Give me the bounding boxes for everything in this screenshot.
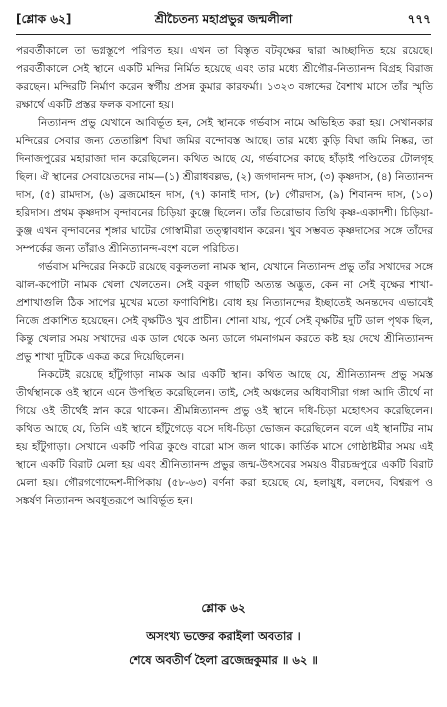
paragraph: নিকটেই রয়েছে হাঁটুগাড়া নামক আর একটি স্থান। কথিত আছে যে, শ্রীনিত্যানন্দ প্রভু সমস্ত তীর্থস্থানকে ওই স্থানে এনে উপস্থিত করেছিলেন। তাই, সেই অঞ্চলের অধিবাসীরা গঙ্গা আদি তীর্থে না গিয়ে ওই তীর্থেই স্নান করে থাকেন। শ্রীমন্নিত্যানন্দ প্রভু ওই স্থানে দধি-চিড়া মহোৎসব করেছিলেন। কথিত আছে যে, তিনি এই স্থানে হাঁটুগেড়ে বসে দধি-চিড়া ভোজন করেছিলেন বলে এই স্থানটির নাম হয় হাঁটুগাড়া। সেখানে একটি পবিত্র কুণ্ডে বারো মাস জল থাকে। কার্তিক মাসে গোষ্ঠাষ্টমীর সময় এই স্থানে একটি বিরাট মেলা হয় এবং শ্রীনিত্যানন্দ প্রভুর জন্ম-উৎসবের সময়ও বীরচন্দ্রপুরে একটি বিরাট মেলা হয়। গৌরগণোদ্দেশ-দীপিকায় (৫৮-৬৩) বর্ণনা করা হয়েছে যে, হলায়ুধ, বলদেব, বিশ্বরূপ ও সঙ্কর্ষণ নিত্যানন্দ অবধূতরূপে আবির্ভূত হন। [16, 369, 433, 507]
verse-line-2: শেষে অবতীর্ণ হৈলা ব্রজেন্দ্রকুমার ॥ ৬২ ॥ [129, 653, 318, 667]
verse-reference: [শ্লোক ৬২] [16, 12, 72, 26]
verse-heading: শ্লোক ৬২ [201, 601, 246, 615]
running-title: শ্রীচৈতন্য মহাপ্রভুর জন্মলীলা [154, 12, 293, 26]
verse-text [16, 624, 431, 672]
paragraph: নিত্যানন্দ প্রভু যেখানে আবির্ভূত হন, সেই স্থানকে গর্ভবাস নামে অভিহিত করা হয়। সেখানকার মন্দিরের সেবার জন্য তেতাল্লিশ বিঘা জমির বন্দোবস্ত আছে। তার মধ্যে কুড়ি বিঘা জমি নিষ্কর, তা দিনাজপুরের মহারাজা দান করেছিলেন। কথিত আছে যে, গর্ভবাসের কাছে হাঁড়াই পণ্ডিতের টোলগৃহ ছিল। ঐ স্থানের সেবায়েতদের নাম—(১) শ্রীরাধবল্লভ, (২) জগদানন্দ দাস, (৩) কৃষ্ণদাস, (৪) নিত্যানন্দ দাস, (৫) রামদাস, (৬) ব্রজমোহন দাস, (৭) কানাই দাস, (৮) গৌরদাস, (৯) শিবানন্দ দাস, (১০) হরিদাস। প্রথম কৃষ্ণদাস বৃন্দাবনের চিড়িয়া কুঞ্জে ছিলেন। তাঁর তিরোভাব তিথি কৃষ্ণ-একাদশী। চিড়িয়া-কুঞ্জ এখন বৃন্দাবনের শৃঙ্গার ঘাটের গোস্বামীরা তত্ত্বাবধান করেন। খুব সম্ভবত কৃষ্ণদাসের সঙ্গে তাঁদের সম্পর্কের জন্য তাঁরাও শ্রীনিত্যানন্দ-বংশ বলে পরিচিত। [16, 117, 433, 255]
paragraph: গর্ভবাস মন্দিরের নিকটে রয়েছে বকুলতলা নামক স্থান, যেখানে নিত্যানন্দ প্রভু তাঁর সখাদের সঙ্গে ঝাল-কপোটা নামক খেলা খেলতেন। সেই বকুল গাছটি অত্যন্ত অদ্ভুত, কেন না সেই বৃক্ষের শাখা-প্রশাখাগুলি ঠিক সাপের মুখের মতো ফণাবিশিষ্ট। বোধ হয় নিত্যানন্দের ইচ্ছাতেই অনন্তদেব এভাবেই নিজে প্রকাশিত হয়েছেন। সেই বৃক্ষটিও খুব প্রাচীন। শোনা যায়, পূর্বে সেই বৃক্ষটির দুটি ডাল পৃথক ছিল, কিন্তু খেলার সময় সখাদের এক ডাল থেকে অন্য ডালে গমনাগমন করতে কষ্ট হয় দেখে শ্রীনিত্যানন্দ প্রভু শাখা দুটিকে একত্র করে দিয়েছিলেন। [16, 261, 433, 363]
page-number: ৭৭৭ [407, 12, 431, 26]
page-header [16, 10, 431, 32]
header-divider [16, 34, 431, 35]
verse-line-1: অসংখ্য ভক্তের করাইলা অবতার । [146, 629, 301, 643]
purport-text [16, 42, 433, 510]
paragraph: পরবর্তীকালে তা ভগ্নস্তূপে পরিণত হয়। এখন তা বিস্তৃত বটবৃক্ষের দ্বারা আচ্ছাদিত হয়ে রয়েছে। পরবর্তীকালে সেই স্থানে একটি মন্দির নির্মিত হয়েছে এবং তার মধ্যে শ্রীগৌর-নিত্যানন্দ বিগ্রহ বিরাজ করছেন। মন্দিরটি নির্মাণ করেন স্বর্গীয় প্রসন্ন কুমার কারফর্মা। ১৩২৩ বঙ্গাব্দের বৈশাখ মাসে তাঁর স্মৃতি রক্ষার্থে একটি প্রস্তর ফলক বসানো হয়। [16, 45, 433, 111]
